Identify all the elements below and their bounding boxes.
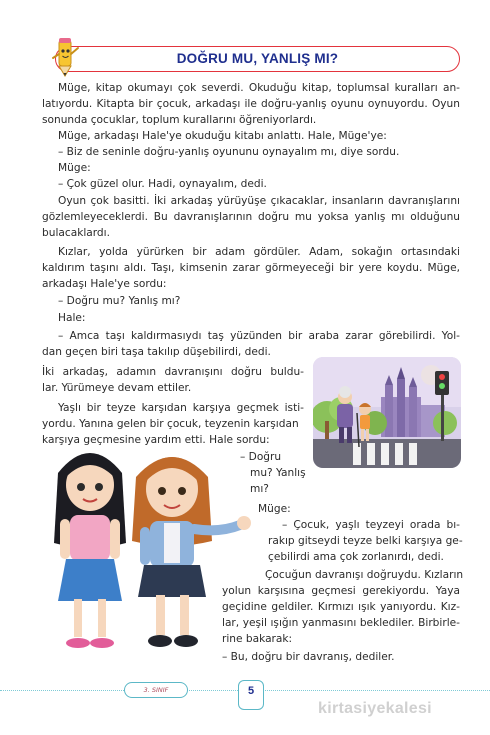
story-line: bulacaklardı. (42, 227, 110, 239)
street-crossing-illustration (313, 357, 461, 468)
pencil-mascot-icon (50, 36, 82, 80)
story-line: – Doğru mu? Yanlış mı? (58, 295, 181, 307)
story-line: yordu. Yanına gelen bir çocuk, teyzenin karşıdan (42, 418, 299, 430)
story-line: Müge, arkadaşı Hale'ye okuduğu kitabı anlattı. Hale, Müge'ye: (58, 130, 387, 142)
story-line: Hale: (58, 312, 86, 324)
story-line: sonunda çocuklar, toplum kurallarını öğreniyorlardı. (42, 114, 317, 126)
story-line: – Biz de seninle doğru-yanlış oyununu oynayalım mı, diye sordu. (58, 146, 400, 158)
story-line: – Çok güzel olur. Hadi, oynayalım, dedi. (58, 178, 267, 190)
story-line: latıyordu. Kitapta bir çocuk, arkadaşı ile doğru-yanlış oyunu oynuyordu. Oyun (42, 98, 460, 110)
page-title: DOĞRU MU, YANLIŞ MI? (176, 51, 339, 66)
story-line: lar. Yürümeye devam ettiler. (42, 382, 192, 394)
story-line: Kızlar, yolda yürürken bir adam gördüler. Adam, sokağın ortasındaki (58, 246, 460, 258)
story-line: dan geçen biri taşa takılıp düşebilirdi, dedi. (42, 346, 271, 358)
story-line: Müge, kitap okumayı çok severdi. Okuduğu kitap, toplumsal kuralları an- (58, 82, 460, 94)
story-line: mu? Yanlış (250, 467, 306, 479)
story-line: Çocuğun davranışı doğruydu. Kızların (265, 569, 464, 581)
story-line: – Çocuk, yaşlı teyzeyi orada bı- (282, 519, 460, 531)
story-line: gözlemleyeceklerdi. Bu davranışlarının doğru mu yoksa yanlış mı olduğunu (42, 211, 460, 223)
story-line: çebilirdi ama çok zorlanırdı, dedi. (268, 551, 444, 563)
two-girls-illustration (40, 433, 255, 673)
story-line: mı? (250, 483, 269, 495)
grade-label: 3. SINIF (124, 682, 188, 698)
story-line: – Amca taşı kaldırmasıydı taş yüzünden bir araba zarar görebilirdi. Yol- (58, 330, 460, 342)
title-banner (55, 46, 460, 72)
story-line: Yaşlı bir teyze karşıdan karşıya geçmek isti- (58, 402, 304, 414)
story-line: kaldırım taşını aldı. Taşı, kimsenin zarar görmeyeceği bir yere koydu. Müge, (42, 262, 460, 274)
story-line: rakıp gitseydi teyze belki karşıya ge- (268, 535, 463, 547)
story-line: karşıya geçmesine yardım etti. Hale sordu: (42, 434, 270, 446)
story-line: yolun karşısına geçmesi gerekiyordu. Yaya (222, 585, 460, 597)
story-line: lar, yeşil ışığın yanmasını beklediler. Birbirle- (222, 617, 460, 629)
story-line: Müge: (58, 162, 91, 174)
story-line: rine bakarak: (222, 633, 293, 645)
story-line: arkadaşı Hale'ye sordu: (42, 278, 167, 290)
story-line: – Doğru (240, 451, 282, 463)
story-line: Oyun çok basitti. İki arkadaş yürüyüşe çıkacaklar, insanların davranışlarını (58, 195, 460, 207)
story-line: İki arkadaş, adamın davranışını doğru buldu- (42, 366, 304, 378)
story-line: Müge: (258, 503, 291, 515)
page-number: 5 (238, 680, 264, 710)
watermark-logo: kirtasiyekalesi (318, 700, 432, 717)
story-line: – Bu, doğru bir davranış, dediler. (222, 651, 395, 663)
story-line: geçidine geldiler. Kırmızı ışık yanıyordu. Kız- (222, 601, 460, 613)
